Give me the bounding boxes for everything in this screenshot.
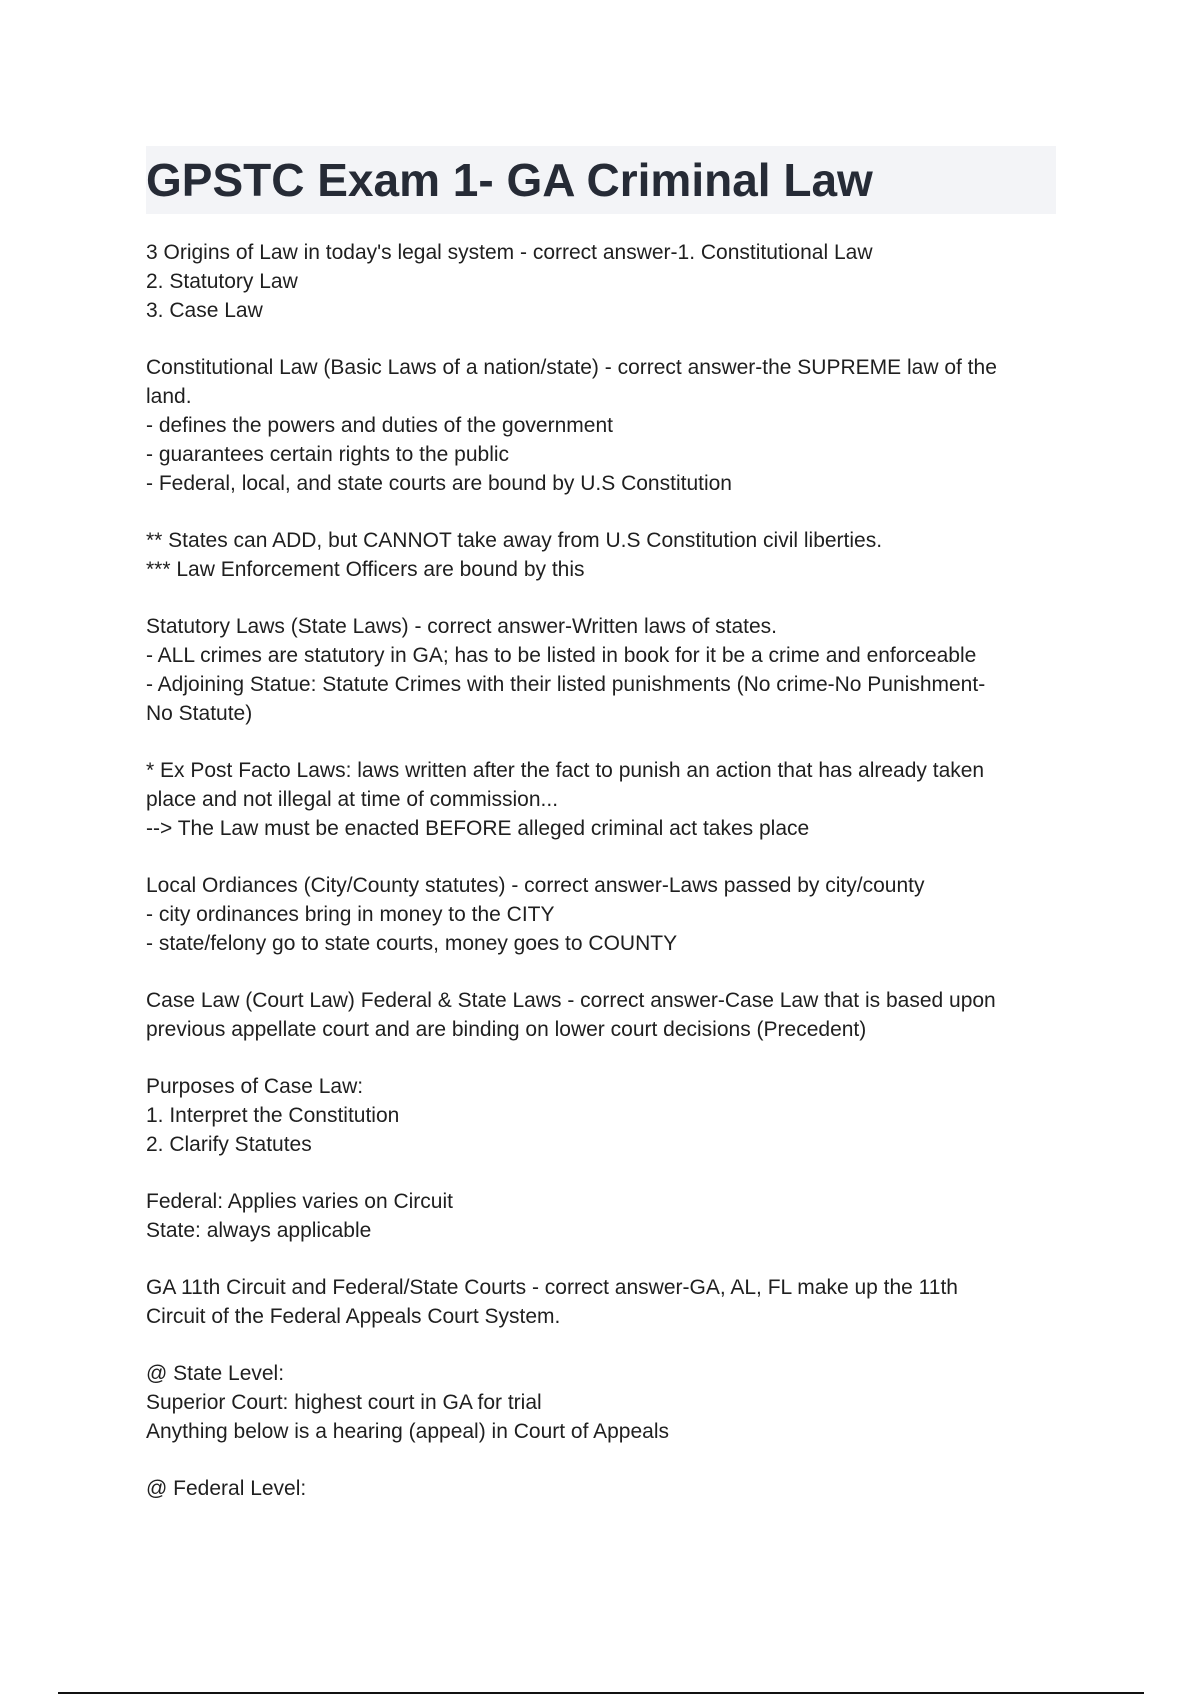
- text-line: 1. Interpret the Constitution: [146, 1104, 400, 1127]
- text-line: @ Federal Level:: [146, 1477, 307, 1500]
- text-line: - defines the powers and duties of the government: [146, 414, 613, 437]
- text-line: - ALL crimes are statutory in GA; has to be listed in book for it be a crime and enforceable: [146, 644, 977, 667]
- text-line: 2. Statutory Law: [146, 270, 298, 293]
- text-line: 2. Clarify Statutes: [146, 1133, 312, 1156]
- text-line: - state/felony go to state courts, money goes to COUNTY: [146, 932, 678, 955]
- text-line: Circuit of the Federal Appeals Court System.: [146, 1305, 561, 1328]
- text-line: Anything below is a hearing (appeal) in Court of Appeals: [146, 1420, 669, 1443]
- text-line: ** States can ADD, but CANNOT take away from U.S Constitution civil liberties.: [146, 529, 883, 552]
- text-block: [146, 238, 1066, 325]
- text-line: Case Law (Court Law) Federal & State Laws - correct answer-Case Law that is based upon: [146, 989, 996, 1012]
- page-title: GPSTC Exam 1- GA Criminal Law: [146, 154, 873, 206]
- text-block: [146, 612, 1066, 728]
- text-block: [146, 871, 1066, 958]
- text-line: 3. Case Law: [146, 299, 263, 322]
- text-block: [146, 353, 1066, 498]
- text-line: --> The Law must be enacted BEFORE alleged criminal act takes place: [146, 817, 810, 840]
- text-block: [146, 1072, 1066, 1159]
- text-line: land.: [146, 385, 192, 408]
- text-block: [146, 986, 1066, 1044]
- text-line: No Statute): [146, 702, 253, 725]
- text-line: *** Law Enforcement Officers are bound by this: [146, 558, 585, 581]
- text-line: place and not illegal at time of commission...: [146, 788, 559, 811]
- text-line: previous appellate court and are binding on lower court decisions (Precedent): [146, 1018, 867, 1041]
- title-banner: [146, 146, 1056, 214]
- text-line: Purposes of Case Law:: [146, 1075, 364, 1098]
- document-body: [146, 238, 1066, 1531]
- text-line: Constitutional Law (Basic Laws of a nation/state) - correct answer-the SUPREME law of the: [146, 356, 997, 379]
- text-line: - city ordinances bring in money to the CITY: [146, 903, 555, 926]
- text-line: @ State Level:: [146, 1362, 285, 1385]
- text-block: [146, 526, 1066, 584]
- footer-divider: [58, 1692, 1144, 1694]
- text-line: Superior Court: highest court in GA for trial: [146, 1391, 542, 1414]
- text-block: [146, 1187, 1066, 1245]
- text-block: [146, 756, 1066, 843]
- text-line: Local Ordiances (City/County statutes) - correct answer-Laws passed by city/county: [146, 874, 925, 897]
- text-line: Statutory Laws (State Laws) - correct answer-Written laws of states.: [146, 615, 777, 638]
- text-line: State: always applicable: [146, 1219, 372, 1242]
- text-block: [146, 1474, 1066, 1503]
- text-line: GA 11th Circuit and Federal/State Courts - correct answer-GA, AL, FL make up the 11th: [146, 1276, 958, 1299]
- text-block: [146, 1273, 1066, 1331]
- text-block: [146, 1359, 1066, 1446]
- text-line: Federal: Applies varies on Circuit: [146, 1190, 453, 1213]
- text-line: - guarantees certain rights to the public: [146, 443, 510, 466]
- text-line: 3 Origins of Law in today's legal system - correct answer-1. Constitutional Law: [146, 241, 873, 264]
- text-line: - Federal, local, and state courts are bound by U.S Constitution: [146, 472, 732, 495]
- text-line: * Ex Post Facto Laws: laws written after the fact to punish an action that has already taken: [146, 759, 985, 782]
- text-line: - Adjoining Statue: Statute Crimes with their listed punishments (No crime-No Punishment-: [146, 673, 986, 696]
